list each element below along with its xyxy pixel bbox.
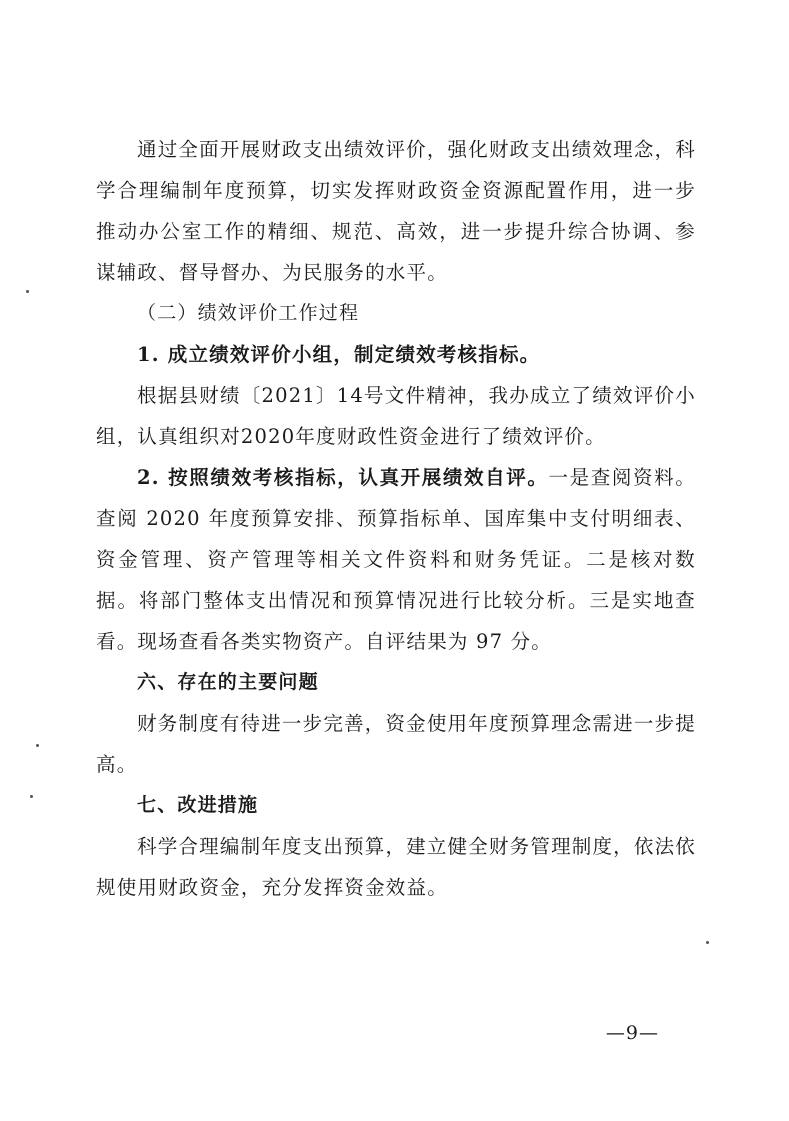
intro-paragraph: 通过全面开展财政支出绩效评价，强化财政支出绩效理念，科学合理编制年度预算，切实发挥财政资金资源配置作用，进一步推动办公室工作的精细、规范、高效，进一步提升综合协调、参谋辅政、督导督办、为民服务的水平。 <box>96 138 696 284</box>
page-number: —9— <box>605 1022 659 1044</box>
section-6-body: 财务制度有待进一步完善，资金使用年度预算理念需进一步提高。 <box>96 712 696 776</box>
item-1-body: 根据县财绩〔2021〕14号文件精神，我办成立了绩效评价小组，认真组织对2020年度财政性资金进行了绩效评价。 <box>96 384 696 448</box>
item-2-body: 一是查阅资料。查阅 2020 年度预算安排、预算指标单、国库集中支付明细表、资金管理、资产管理等相关文件资料和财务凭证。二是核对数据。将部门整体支出情况和预算情况进行比较分析。三是实地查看。现场查看各类实物资产。自评结果为 97 分。 <box>96 466 696 653</box>
section-2-title: （二）绩效评价工作过程 <box>137 302 360 324</box>
section-6-title: 六、存在的主要问题 <box>137 671 319 693</box>
scan-speck <box>706 941 709 944</box>
item-2-paragraph <box>96 457 696 662</box>
scan-speck <box>30 795 33 798</box>
item-2-title: 2. 按照绩效考核指标，认真开展绩效自评。 <box>137 466 549 489</box>
scan-speck <box>36 744 39 747</box>
section-7-title: 七、改进措施 <box>137 794 259 816</box>
section-7-body: 科学合理编制年度支出预算，建立健全财务管理制度，依法依规使用财政资金，充分发挥资金效益。 <box>96 835 696 899</box>
item-1-title: 1. 成立绩效评价小组，制定绩效考核指标。 <box>137 343 541 366</box>
scan-speck <box>26 290 29 293</box>
